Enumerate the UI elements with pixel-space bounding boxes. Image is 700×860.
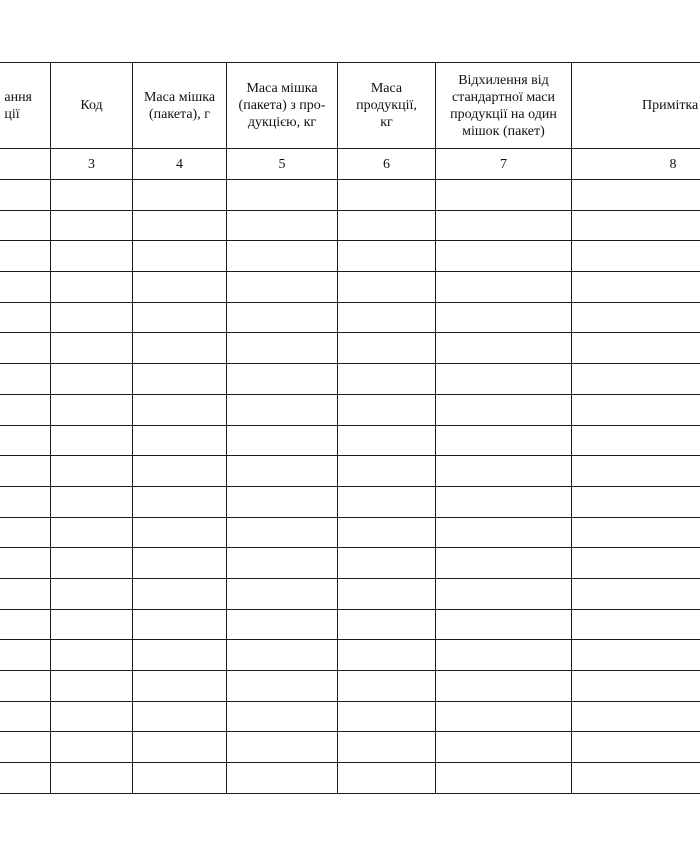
table-row	[0, 732, 700, 763]
table-cell[interactable]	[338, 333, 436, 364]
table-cell[interactable]	[338, 701, 436, 732]
table-cell[interactable]	[338, 517, 436, 548]
table-cell[interactable]	[227, 180, 338, 211]
header-bag-with-product-mass-label: Маса мішка (пакета) з про- дукцією, кг	[238, 81, 326, 130]
table-cell[interactable]	[51, 671, 133, 702]
table-cell[interactable]	[133, 578, 227, 609]
table-cell[interactable]	[133, 517, 227, 548]
table-cell[interactable]	[572, 364, 700, 395]
table-cell[interactable]	[572, 640, 700, 671]
table-cell[interactable]	[338, 732, 436, 763]
table-cell[interactable]	[0, 486, 51, 517]
table-cell[interactable]	[227, 210, 338, 241]
column-number: 7	[500, 156, 507, 172]
column-number-cell	[51, 149, 133, 180]
table-cell[interactable]	[338, 302, 436, 333]
table-cell[interactable]	[338, 763, 436, 794]
table-cell[interactable]	[0, 578, 51, 609]
table-cell[interactable]	[436, 640, 572, 671]
table-row	[0, 394, 700, 425]
table-row	[0, 671, 700, 702]
form-table	[0, 62, 700, 794]
table-cell[interactable]	[436, 609, 572, 640]
table-cell[interactable]	[436, 210, 572, 241]
table-cell[interactable]	[436, 425, 572, 456]
table-cell[interactable]	[227, 763, 338, 794]
table-cell[interactable]	[436, 364, 572, 395]
table-cell[interactable]	[51, 333, 133, 364]
table-cell[interactable]	[51, 364, 133, 395]
table-cell[interactable]	[133, 732, 227, 763]
column-number-cell	[572, 149, 700, 180]
table-row	[0, 517, 700, 548]
table-cell[interactable]	[572, 456, 700, 487]
table-cell[interactable]	[436, 333, 572, 364]
table-cell[interactable]	[51, 210, 133, 241]
table-cell[interactable]	[227, 548, 338, 579]
table-cell[interactable]	[227, 241, 338, 272]
column-number-cell	[227, 149, 338, 180]
table-cell[interactable]	[0, 394, 51, 425]
table-cell[interactable]	[572, 701, 700, 732]
header-cell-note	[572, 63, 700, 149]
header-deviation-label: Відхилення від стандартної маси продукції на один мішок (пакет)	[450, 72, 557, 139]
table-cell[interactable]	[436, 763, 572, 794]
header-bag-mass-label: Маса мішка (пакета), г	[143, 89, 216, 122]
table-cell[interactable]	[0, 425, 51, 456]
table-row	[0, 210, 700, 241]
table-row	[0, 241, 700, 272]
table-cell[interactable]	[0, 302, 51, 333]
table-cell[interactable]	[133, 671, 227, 702]
table-cell[interactable]	[338, 425, 436, 456]
table-cell[interactable]	[51, 302, 133, 333]
table-cell[interactable]	[572, 241, 700, 272]
header-cell-deviation	[436, 63, 572, 149]
column-number-cell	[133, 149, 227, 180]
table-cell[interactable]	[51, 763, 133, 794]
table-cell[interactable]	[0, 272, 51, 303]
table-row	[0, 456, 700, 487]
column-number-row	[0, 149, 700, 180]
table-cell[interactable]	[338, 180, 436, 211]
table-cell[interactable]	[51, 394, 133, 425]
table-cell[interactable]	[0, 517, 51, 548]
table-cell[interactable]	[133, 364, 227, 395]
table-cell[interactable]	[227, 394, 338, 425]
table-cell[interactable]	[0, 180, 51, 211]
table-cell[interactable]	[572, 180, 700, 211]
table-cell[interactable]	[572, 210, 700, 241]
table-cell[interactable]	[338, 241, 436, 272]
column-number: 5	[278, 156, 286, 172]
header-cell-product-mass	[338, 63, 436, 149]
table-cell[interactable]	[0, 609, 51, 640]
table-cell[interactable]	[572, 425, 700, 456]
table-row	[0, 180, 700, 211]
table-cell[interactable]	[0, 701, 51, 732]
header-code-label: Код	[80, 98, 103, 113]
table-cell[interactable]	[338, 456, 436, 487]
header-cell-name	[0, 63, 51, 149]
table-cell[interactable]	[0, 364, 51, 395]
column-number: 8	[669, 156, 677, 172]
header-cell-bag-with-product-mass	[227, 63, 338, 149]
column-number: 3	[88, 156, 95, 172]
table-cell[interactable]	[51, 272, 133, 303]
table-row	[0, 548, 700, 579]
table-cell[interactable]	[436, 272, 572, 303]
table-cell[interactable]	[133, 609, 227, 640]
table-cell[interactable]	[227, 609, 338, 640]
header-row	[0, 63, 700, 149]
table-cell[interactable]	[227, 517, 338, 548]
column-number-cell	[436, 149, 572, 180]
table-cell[interactable]	[436, 394, 572, 425]
table-cell[interactable]	[436, 578, 572, 609]
table-cell[interactable]	[0, 333, 51, 364]
table-cell[interactable]	[572, 548, 700, 579]
header-name-label: ання ції	[4, 89, 32, 122]
table-cell[interactable]	[133, 548, 227, 579]
table-cell[interactable]	[338, 548, 436, 579]
table-cell[interactable]	[51, 241, 133, 272]
table-cell[interactable]	[436, 456, 572, 487]
table-cell[interactable]	[572, 732, 700, 763]
table-row	[0, 763, 700, 794]
table-cell[interactable]	[338, 671, 436, 702]
table-row	[0, 701, 700, 732]
table-row	[0, 640, 700, 671]
table-cell[interactable]	[133, 486, 227, 517]
table-cell[interactable]	[227, 671, 338, 702]
table-cell[interactable]	[227, 640, 338, 671]
table-cell[interactable]	[436, 517, 572, 548]
header-cell-code	[51, 63, 133, 149]
table-cell[interactable]	[338, 272, 436, 303]
column-number: 4	[176, 156, 183, 172]
table-cell[interactable]	[51, 640, 133, 671]
header-note-label: Примітка	[642, 98, 699, 113]
table-cell[interactable]	[436, 732, 572, 763]
table-row	[0, 609, 700, 640]
table-cell[interactable]	[133, 241, 227, 272]
table-cell[interactable]	[572, 302, 700, 333]
table-row	[0, 486, 700, 517]
table-cell[interactable]	[572, 333, 700, 364]
table-cell[interactable]	[133, 210, 227, 241]
column-number: 6	[383, 156, 390, 172]
table-cell[interactable]	[0, 456, 51, 487]
column-number-cell	[338, 149, 436, 180]
table-cell[interactable]	[51, 517, 133, 548]
table-cell[interactable]	[338, 210, 436, 241]
table-row	[0, 578, 700, 609]
table-cell[interactable]	[227, 701, 338, 732]
table-cell[interactable]	[436, 180, 572, 211]
table-cell[interactable]	[572, 486, 700, 517]
table-cell[interactable]	[227, 456, 338, 487]
table-cell[interactable]	[51, 701, 133, 732]
table-cell[interactable]	[436, 671, 572, 702]
table-cell[interactable]	[227, 364, 338, 395]
table-cell[interactable]	[338, 609, 436, 640]
table-cell[interactable]	[338, 486, 436, 517]
table-cell[interactable]	[227, 578, 338, 609]
table-cell[interactable]	[0, 548, 51, 579]
table-row	[0, 272, 700, 303]
table-cell[interactable]	[0, 640, 51, 671]
table-cell[interactable]	[227, 425, 338, 456]
table-cell[interactable]	[338, 394, 436, 425]
table-cell[interactable]	[572, 394, 700, 425]
table-cell[interactable]	[572, 578, 700, 609]
table-cell[interactable]	[227, 272, 338, 303]
table-cell[interactable]	[572, 272, 700, 303]
table-cell[interactable]	[436, 701, 572, 732]
table-cell[interactable]	[51, 609, 133, 640]
table-row	[0, 425, 700, 456]
table-cell[interactable]	[572, 763, 700, 794]
table-cell[interactable]	[133, 640, 227, 671]
table-cell[interactable]	[133, 763, 227, 794]
table-cell[interactable]	[133, 272, 227, 303]
table-cell[interactable]	[133, 701, 227, 732]
table-cell[interactable]	[51, 548, 133, 579]
table-cell[interactable]	[227, 486, 338, 517]
table-cell[interactable]	[338, 364, 436, 395]
table-cell[interactable]	[227, 302, 338, 333]
table-cell[interactable]	[0, 241, 51, 272]
table-cell[interactable]	[51, 456, 133, 487]
table-cell[interactable]	[338, 640, 436, 671]
table-cell[interactable]	[133, 456, 227, 487]
table-cell[interactable]	[133, 302, 227, 333]
table-cell[interactable]	[227, 333, 338, 364]
table-cell[interactable]	[338, 578, 436, 609]
table-cell[interactable]	[436, 241, 572, 272]
header-product-mass-label: Маса продукції, кг	[356, 81, 417, 130]
table-cell[interactable]	[0, 732, 51, 763]
table-row	[0, 302, 700, 333]
table-cell[interactable]	[0, 671, 51, 702]
table-cell[interactable]	[436, 486, 572, 517]
table-cell[interactable]	[0, 763, 51, 794]
table-cell[interactable]	[133, 180, 227, 211]
table-cell[interactable]	[51, 425, 133, 456]
table-row	[0, 364, 700, 395]
table-row	[0, 333, 700, 364]
table-cell[interactable]	[572, 671, 700, 702]
table-cell[interactable]	[572, 517, 700, 548]
table-cell[interactable]	[133, 394, 227, 425]
table-cell[interactable]	[436, 302, 572, 333]
table-cell[interactable]	[133, 333, 227, 364]
table-cell[interactable]	[51, 578, 133, 609]
table-cell[interactable]	[572, 609, 700, 640]
table-cell[interactable]	[0, 210, 51, 241]
table-cell[interactable]	[133, 425, 227, 456]
header-cell-bag-mass	[133, 63, 227, 149]
column-number-cell	[0, 149, 51, 180]
table-cell[interactable]	[51, 180, 133, 211]
table-cell[interactable]	[436, 548, 572, 579]
table-cell[interactable]	[51, 732, 133, 763]
table-cell[interactable]	[51, 486, 133, 517]
table-cell[interactable]	[227, 732, 338, 763]
